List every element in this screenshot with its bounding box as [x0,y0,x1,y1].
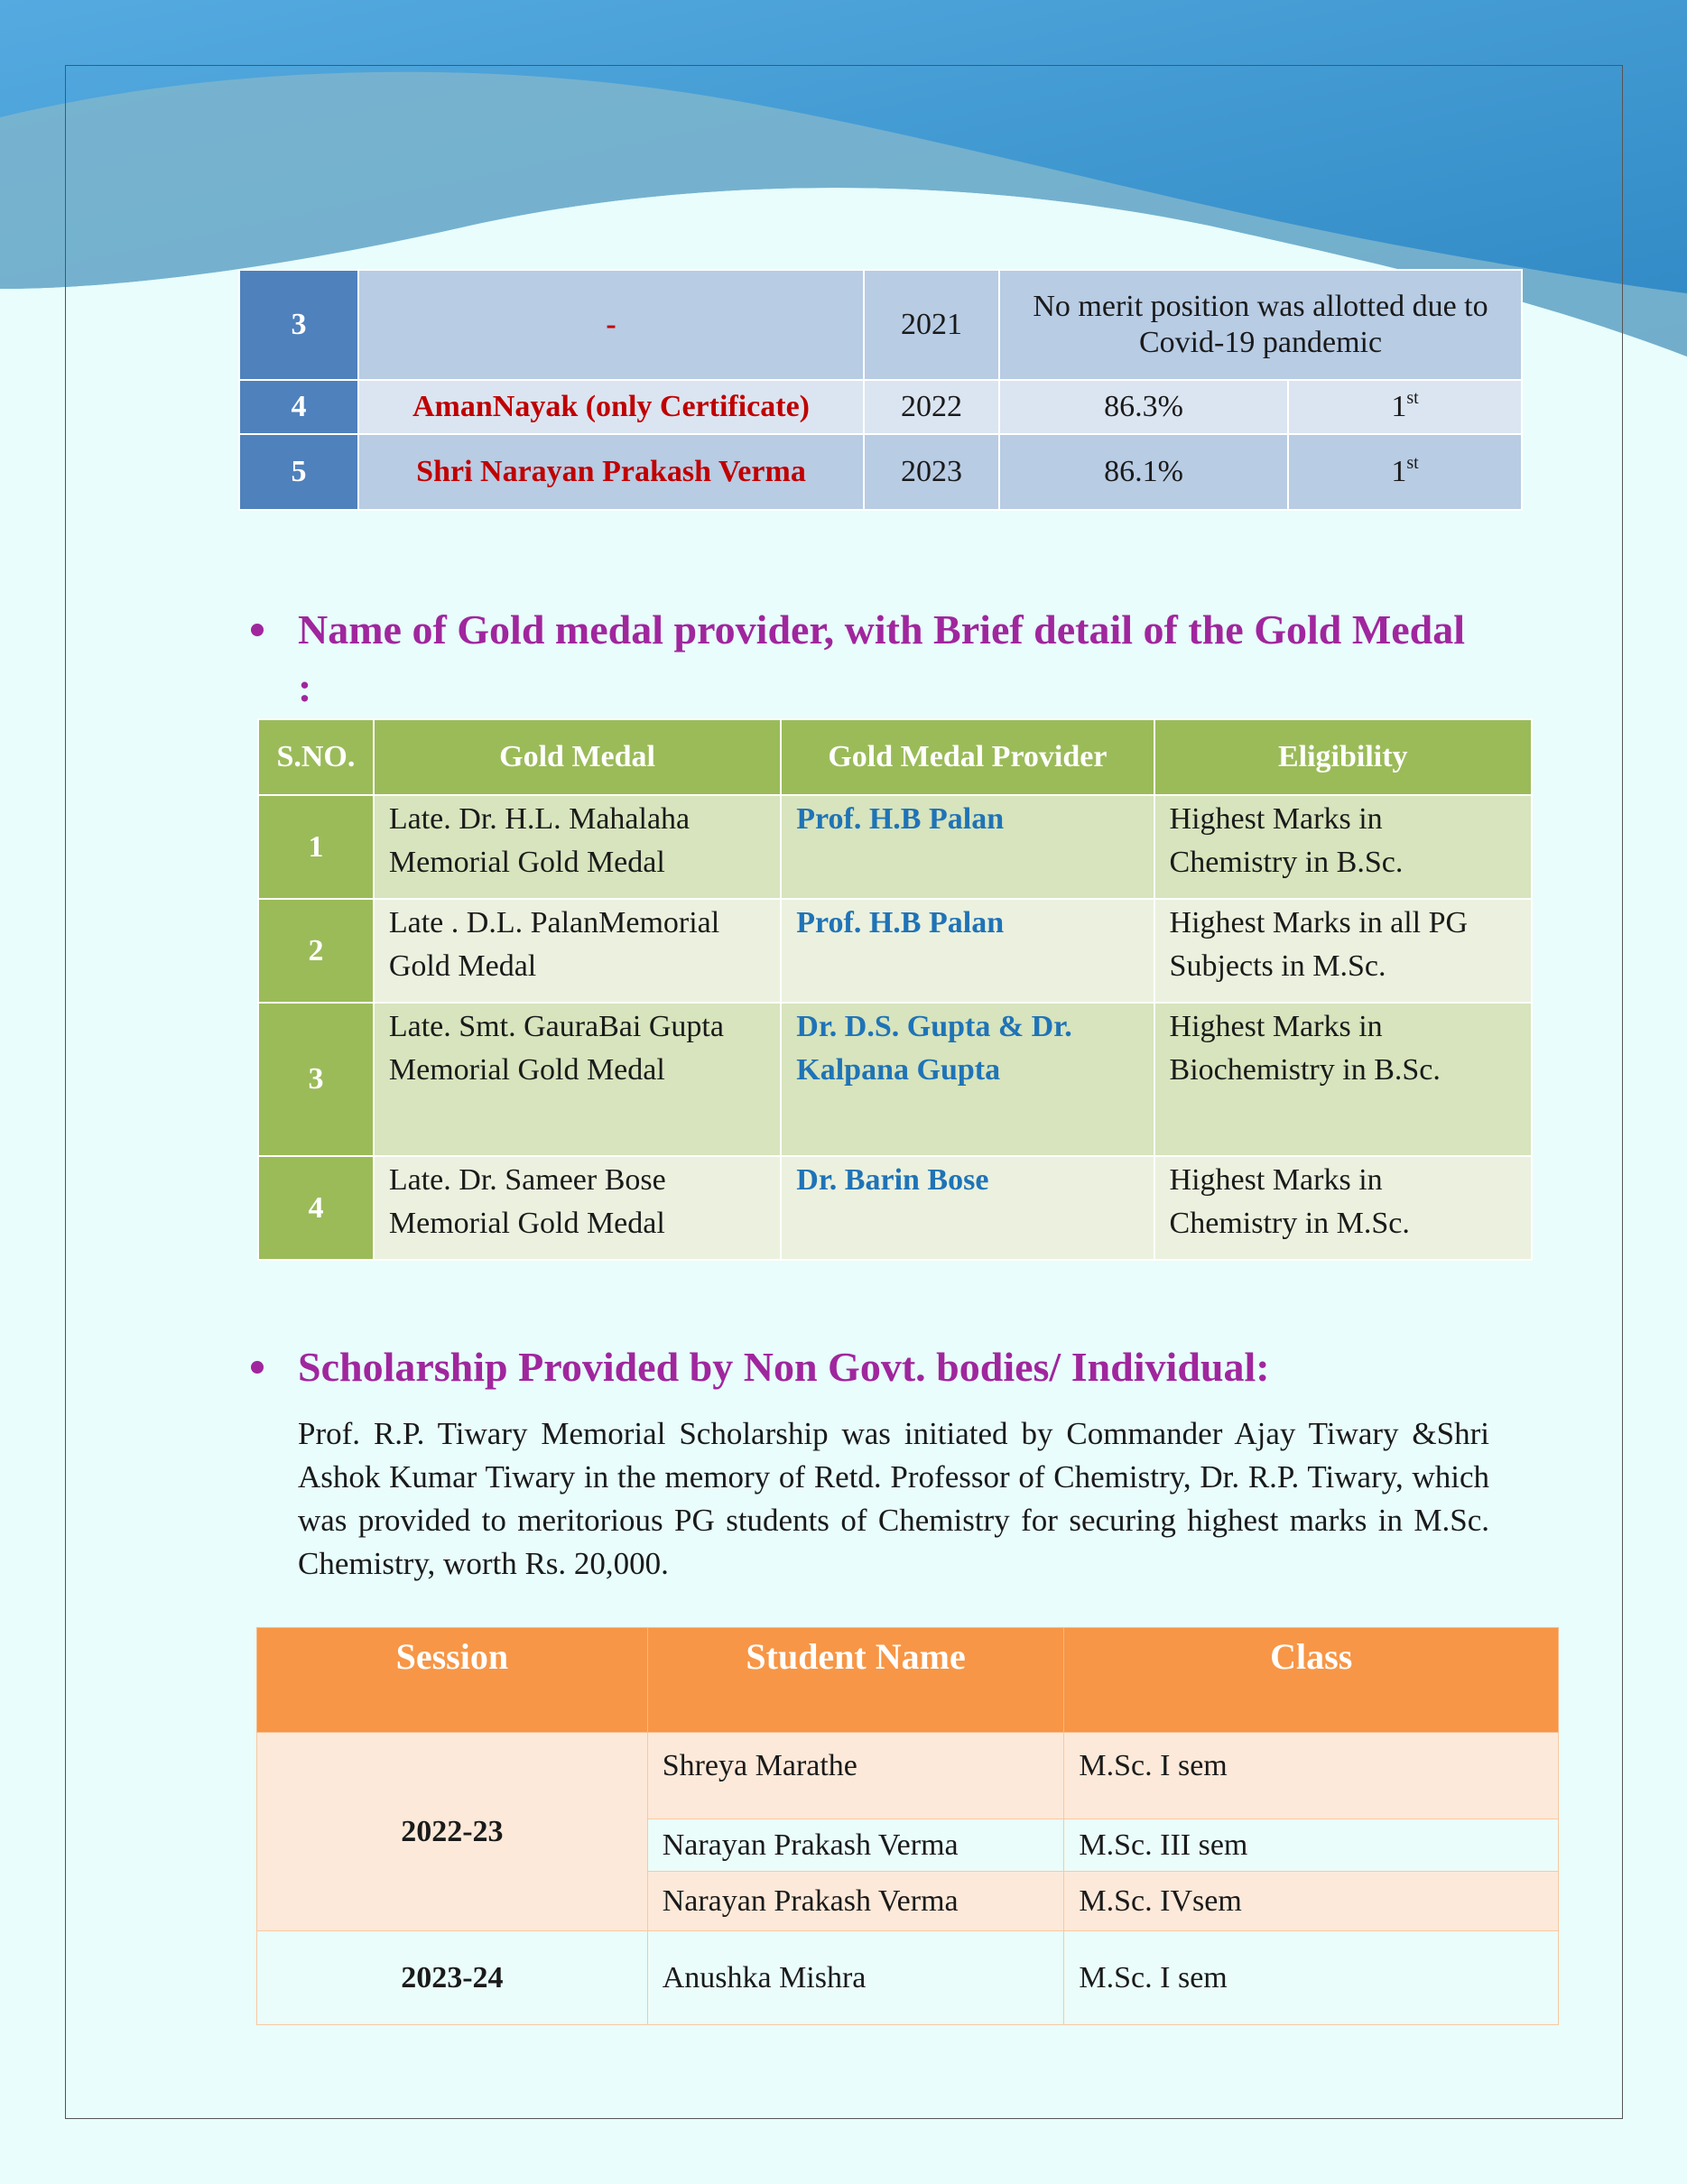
gold-sno: 4 [258,1156,374,1260]
gold-medal-name: Late. Dr. Sameer Bose Memorial Gold Medal [374,1156,781,1260]
bullet-icon [251,624,264,636]
col-header-class: Class [1064,1628,1559,1733]
col-header-sno: S.NO. [258,719,374,795]
rank-suffix: st [1406,388,1419,408]
gold-medal-eligibility: Highest Marks in Chemistry in M.Sc. [1154,1156,1532,1260]
merit-student-name: Shri Narayan Prakash Verma [358,434,864,510]
gold-medal-provider: Dr. Barin Bose [781,1156,1154,1260]
merit-table [238,269,1523,511]
scholarship-description: Prof. R.P. Tiwary Memorial Scholarship was initiated by Commander Ajay Tiwary &Shri Ashok Kumar Tiwary in the memory of Retd. Professor of Chemistry, Dr. R.P. Tiwary, which was provided to meritorious PG students of Chemistry for securing highest marks in M.Sc. Chemistry, worth Rs. 20,000. [298,1416,1489,1581]
merit-year: 2022 [864,380,999,434]
scholarship-table [256,1627,1559,2025]
gold-medal-name: Late . D.L. PalanMemorial Gold Medal [374,899,781,1003]
session-cell: 2022-23 [257,1733,648,1931]
gold-sno: 2 [258,899,374,1003]
table-row [239,434,1522,510]
merit-percent: 86.1% [999,434,1288,510]
col-header-eligibility: Eligibility [1154,719,1532,795]
table-row [239,270,1522,380]
gold-medal-heading: Name of Gold medal provider, with Brief detail of the Gold Medal : [298,606,1466,710]
merit-sno: 3 [239,270,358,380]
table-row [239,380,1522,434]
col-header-session: Session [257,1628,648,1733]
gold-medal-provider: Dr. D.S. Gupta & Dr. Kalpana Gupta [781,1003,1154,1156]
gold-medal-eligibility: Highest Marks in Chemistry in B.Sc. [1154,795,1532,899]
table-row [258,1156,1532,1260]
col-header-provider: Gold Medal Provider [781,719,1154,795]
table-row [258,1003,1532,1156]
gold-medal-eligibility: Highest Marks in all PG Subjects in M.Sc. [1154,899,1532,1003]
merit-student-name: AmanNayak (only Certificate) [358,380,864,434]
table-row [257,1931,1559,2025]
merit-note: No merit position was allotted due to Covid-19 pandemic [999,270,1522,380]
table-row [258,795,1532,899]
gold-medal-name: Late. Dr. H.L. Mahalaha Memorial Gold Medal [374,795,781,899]
merit-percent: 86.3% [999,380,1288,434]
student-name: Anushka Mishra [647,1931,1064,2025]
rank-suffix: st [1406,453,1419,473]
gold-sno: 3 [258,1003,374,1156]
merit-rank [1288,380,1522,434]
student-class: M.Sc. I sem [1064,1931,1559,2025]
student-class: M.Sc. III sem [1064,1819,1559,1872]
student-class: M.Sc. I sem [1064,1733,1559,1819]
bullet-icon [251,1361,264,1374]
gold-medal-provider: Prof. H.B Palan [781,795,1154,899]
gold-medal-provider: Prof. H.B Palan [781,899,1154,1003]
table-header-row [258,719,1532,795]
table-row [258,899,1532,1003]
table-header-row [257,1628,1559,1733]
merit-sno: 5 [239,434,358,510]
student-name: Narayan Prakash Verma [647,1819,1064,1872]
col-header-gold-medal: Gold Medal [374,719,781,795]
student-class: M.Sc. IVsem [1064,1872,1559,1931]
gold-sno: 1 [258,795,374,899]
merit-year: 2023 [864,434,999,510]
gold-medal-eligibility: Highest Marks in Biochemistry in B.Sc. [1154,1003,1532,1156]
session-cell: 2023-24 [257,1931,648,2025]
merit-sno: 4 [239,380,358,434]
scholarship-heading: Scholarship Provided by Non Govt. bodies/ Individual: [298,1344,1270,1390]
merit-year: 2021 [864,270,999,380]
merit-student-name: - [358,270,864,380]
gold-medal-table [257,718,1533,1261]
table-row [257,1733,1559,1819]
student-name: Narayan Prakash Verma [647,1872,1064,1931]
rank-number: 1 [1391,455,1407,488]
gold-medal-name: Late. Smt. GauraBai Gupta Memorial Gold Medal [374,1003,781,1156]
col-header-student-name: Student Name [647,1628,1064,1733]
student-name: Shreya Marathe [647,1733,1064,1819]
rank-number: 1 [1391,390,1407,423]
merit-rank [1288,434,1522,510]
